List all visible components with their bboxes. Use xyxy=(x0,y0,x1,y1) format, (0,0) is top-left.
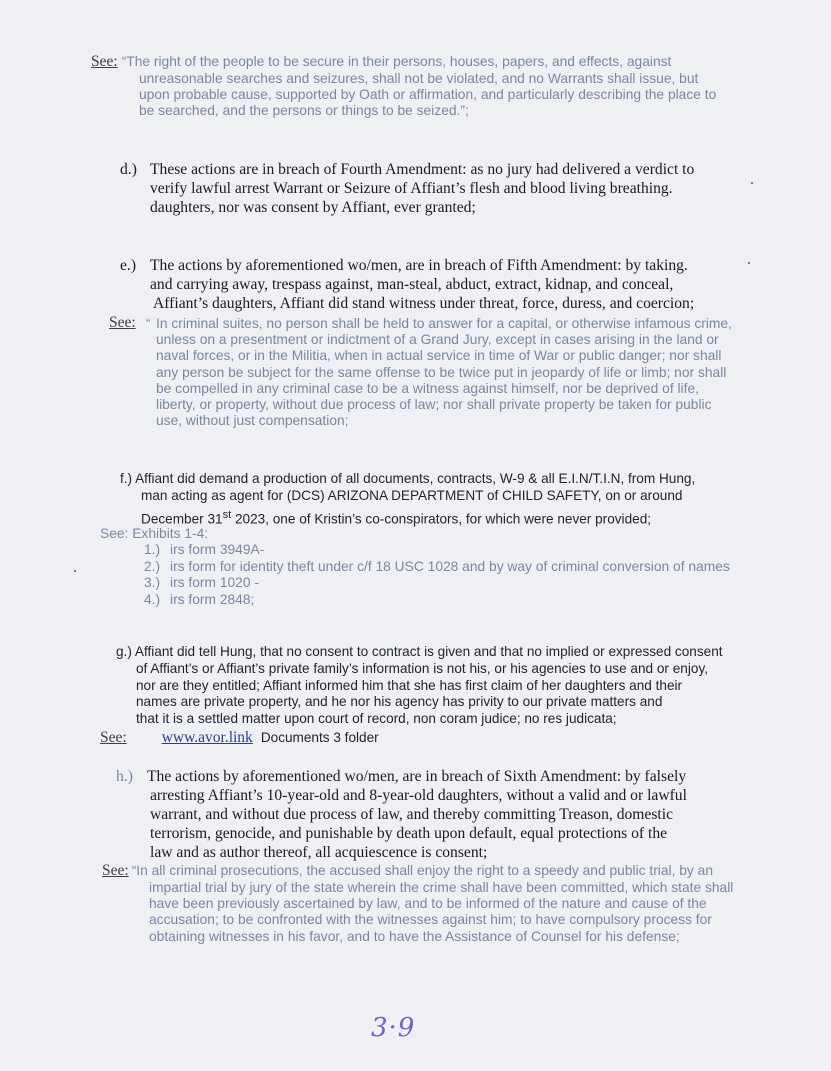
section-d-label: d.) xyxy=(120,161,137,178)
handwritten-page-number: 3·9 xyxy=(371,1013,416,1043)
see-label: See: xyxy=(100,729,127,746)
quote-line: liberty, or property, without due process of law; nor shall private property be taken for public xyxy=(156,397,712,413)
exhibits-block xyxy=(100,526,730,609)
scan-speck xyxy=(74,570,76,572)
fourth-amendment-quote xyxy=(91,53,716,120)
paragraph-line: that it is a settled matter upon court of record, non coram judice; no res judicata; xyxy=(136,711,617,727)
paragraph-line: daughters, nor was consent by Affiant, ever granted; xyxy=(150,199,476,216)
paragraph-line: The actions by aforementioned wo/men, are in breach of Sixth Amendment: by falsely xyxy=(147,768,687,785)
quote-mark: “ xyxy=(146,316,151,331)
paragraph-line: verify lawful arrest Warrant or Seizure of Affiant’s flesh and blood living breathing. xyxy=(150,180,673,197)
list-item: 1.) irs form 3949A- xyxy=(144,542,265,558)
date-rest: 2023, one of Kristin’s co-conspirators, for which were never provided; xyxy=(231,511,652,527)
date-line xyxy=(120,507,695,528)
date-suffix: st xyxy=(222,508,232,521)
quote-line: accusation; to be confronted with the witnesses against him; to have compulsory process for xyxy=(149,912,712,928)
section-e-label: e.) xyxy=(120,257,137,274)
quote-line: impartial trial by jury of the state wherein the crime shall have been committed, which state shall xyxy=(149,880,734,895)
paragraph-line: of Affiant’s or Affiant’s private family’s information is not his, or his agencies to use and or enjoy, xyxy=(136,660,709,676)
section-h xyxy=(116,767,687,862)
section-e xyxy=(120,256,694,313)
quote-line: naval forces, or in the Militia, when in actual service in time of War or public danger; nor shall xyxy=(156,348,722,364)
list-item: 4.) irs form 2848; xyxy=(144,591,255,607)
paragraph-line: warrant, and without due process of law, and thereby committing Treason, domestic xyxy=(150,806,673,823)
see-link-line xyxy=(100,729,379,747)
quote-continuation xyxy=(102,880,733,945)
quote-line: use, without just compensation; xyxy=(156,413,349,429)
quote-line: unless on a presentment or indictment of a Grand Jury, except in cases arising in the land or xyxy=(156,332,719,348)
quote-line: “In all criminal prosecutions, the accused shall enjoy the right to a speedy and public trial, by an xyxy=(131,863,714,878)
list-item: 2.) irs form for identity theft under c/f 18 USC 1028 and by way of criminal conversion of names xyxy=(144,558,730,574)
paragraph-line: arresting Affiant’s 10-year-old and 8-year-old daughters, without a valid and or lawful xyxy=(150,787,687,804)
section-d xyxy=(120,160,694,217)
avor-link[interactable]: www.avor.link xyxy=(161,729,253,746)
quote-line: obtaining witnesses in his favor, and to have the Assistance of Counsel for his defense; xyxy=(149,928,680,944)
list-item: 3.) irs form 1020 - xyxy=(144,575,259,591)
quote-line: have been previously ascertained by law, and to be informed of the nature and cause of the xyxy=(149,896,707,912)
fifth-amendment-quote xyxy=(109,314,732,429)
paragraph-line: man acting as agent for (DCS) ARIZONA DEPARTMENT of CHILD SAFETY, on or around xyxy=(141,487,683,503)
paragraph-line: f.) Affiant did demand a production of all documents, contracts, W-9 & all E.I.N/T.I.N, from Hung, xyxy=(120,471,696,486)
see-label: See: xyxy=(109,314,136,331)
exhibits-list xyxy=(100,542,730,608)
quote-line: In criminal suites, no person shall be held to answer for a capital, or otherwise infamous crime, xyxy=(156,316,732,331)
quote-line: be searched, and the persons or things to be seized.”; xyxy=(139,103,469,119)
see-label: See: xyxy=(102,862,129,879)
sixth-amendment-quote xyxy=(102,862,733,945)
quote-line: upon probable cause, supported by Oath or affirmation, and particularly describing the place to xyxy=(139,87,717,103)
date-text: December 31 xyxy=(141,511,223,527)
quote-line: any person be subject for the same offense to be twice put in jeopardy of life or limb; nor shall xyxy=(156,364,727,380)
scan-speck xyxy=(748,262,750,264)
paragraph-line: names are private property, and he nor his agency has privity to our private matters and xyxy=(136,694,663,710)
link-description: Documents 3 folder xyxy=(260,730,379,745)
section-g xyxy=(116,644,723,728)
quote-line: unreasonable searches and seizures, shall not be violated, and no Warrants shall issue, but xyxy=(139,71,699,86)
quote-continuation xyxy=(91,71,716,120)
paragraph-line: and carrying away, trespass against, man-steal, abduct, extract, kidnap, and conceal, xyxy=(150,276,674,293)
paragraph-line: The actions by aforementioned wo/men, are in breach of Fifth Amendment: by taking. xyxy=(150,257,688,274)
paragraph-line: nor are they entitled; Affiant informed him that she has first claim of her daughters and their xyxy=(136,677,683,693)
section-h-label: h.) xyxy=(116,768,133,785)
quote-line: “The right of the people to be secure in their persons, houses, papers, and effects, against xyxy=(121,54,672,69)
paragraph-line: terrorism, genocide, and punishable by death upon default, equal protections of the xyxy=(150,825,668,842)
paragraph-line: g.) Affiant did tell Hung, that no consent to contract is given and that no implied or expressed consent xyxy=(116,644,723,659)
section-f xyxy=(120,471,695,528)
scan-speck xyxy=(751,182,753,184)
paragraph-line: law and as author thereof, all acquiescence is consent; xyxy=(150,844,488,861)
exhibits-heading: See: Exhibits 1-4: xyxy=(100,526,209,541)
paragraph-line: These actions are in breach of Fourth Amendment: as no jury had delivered a verdict to xyxy=(150,161,695,178)
quote-line: be compelled in any criminal case to be a witness against himself, nor be deprived of life, xyxy=(156,380,699,396)
paragraph-line: Affiant’s daughters, Affiant did stand witness under threat, force, duress, and coercion; xyxy=(153,295,695,312)
see-label: See: xyxy=(91,53,118,70)
